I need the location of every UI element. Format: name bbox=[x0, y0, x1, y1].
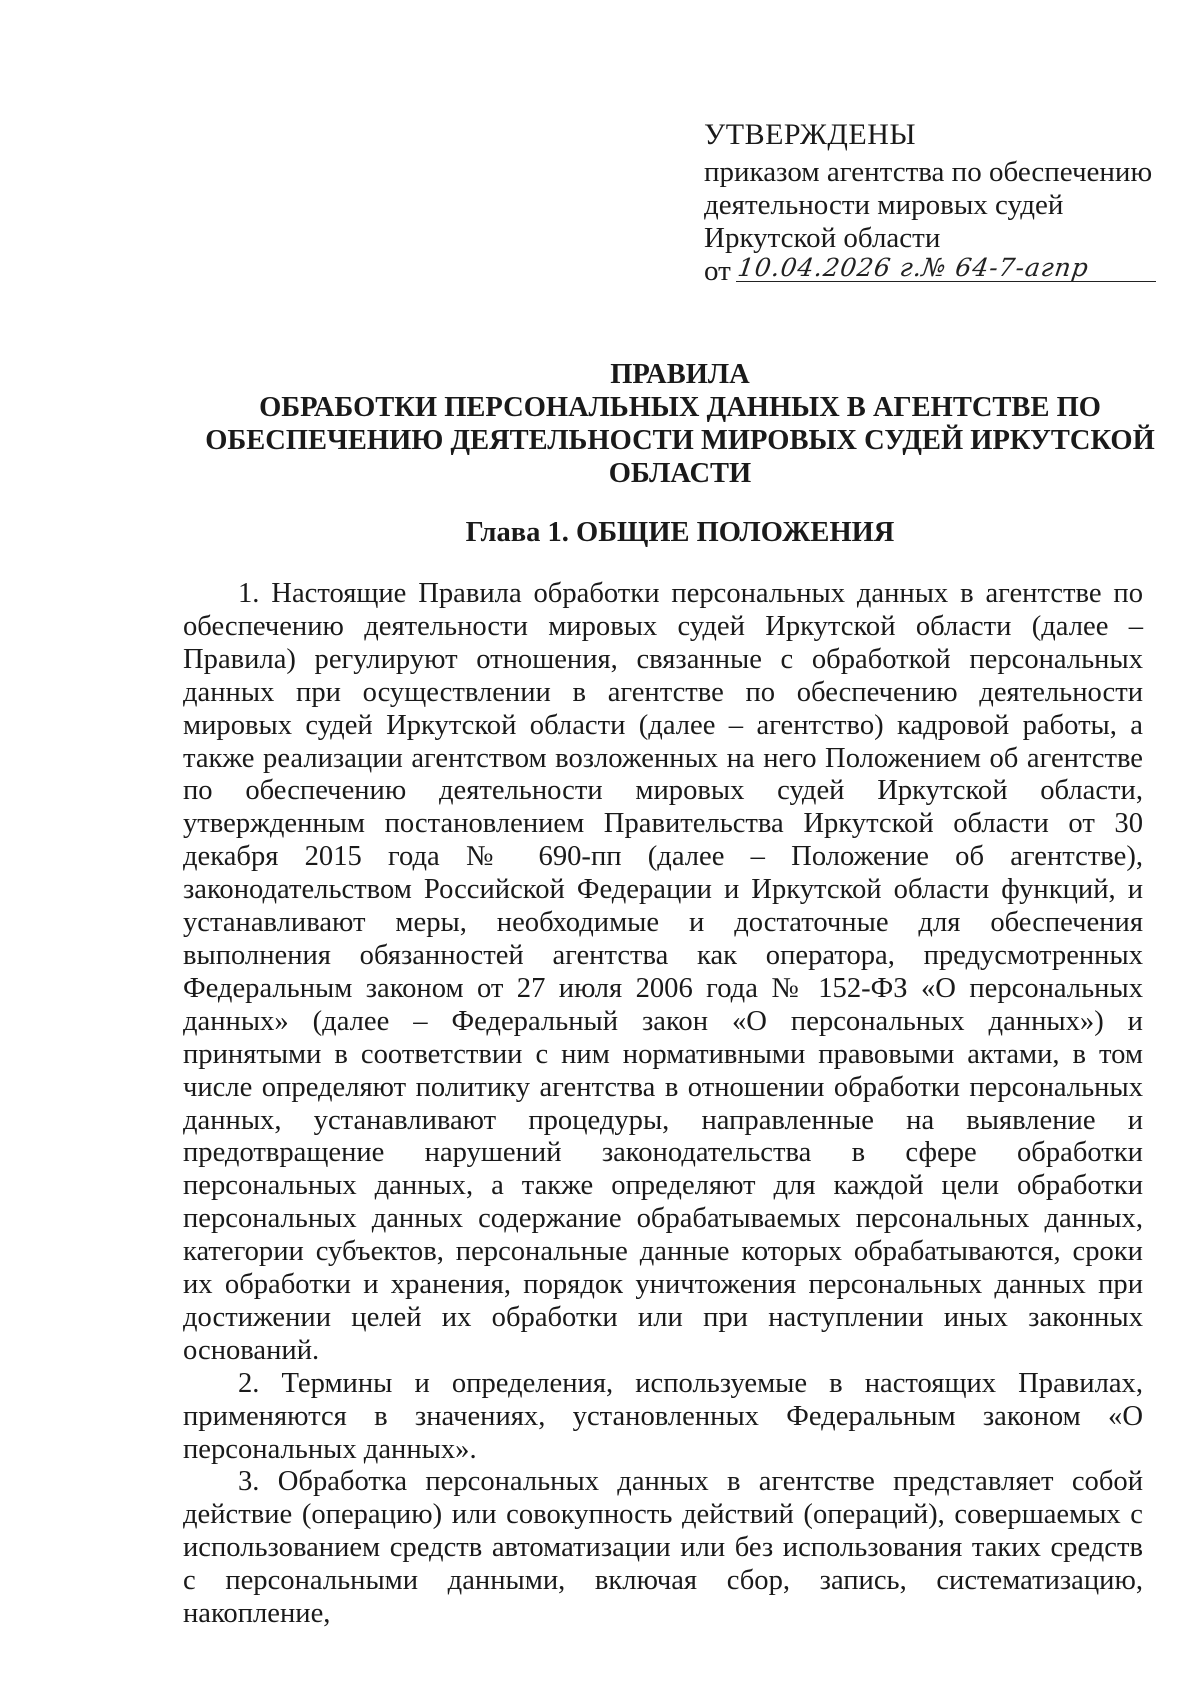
approval-line-1: приказом агентства по обеспечению bbox=[704, 156, 1153, 188]
approval-date-prefix: от bbox=[704, 255, 731, 287]
paragraph-1: 1. Настоящие Правила обработки персональных данных в агентстве по обеспечению деятельности мировых судей Иркутской области (далее – Правила) регулируют отношения, связанные с обработкой персональных данных при осуществлении в агентстве по обеспечению деятельности мировых судей Иркутской области (далее – агентство) кадровой работы, а также реализации агентством возложенных на него Положением об агентстве по обеспечению деятельности мировых судей Иркутской области, утвержденным постановлением Правительства Иркутской области от 30 декабря 2015 года № 690-пп (далее – Положение об агентстве), законодательством Российской Федерации и Иркутской области функций, и устанавливают меры, необходимые и достаточные для обеспечения выполнения обязанностей агентства как оператора, предусмотренных Федеральным законом от 27 июля 2006 года № 152-ФЗ «О персональных данных» (далее – Федеральный закон «О персональных данных») и принятыми в соответствии с ним нормативными правовыми актами, в том числе определяют политику агентства в отношении обработки персональных данных, устанавливают процедуры, направленные на выявление и предотвращение нарушений законодательства в сфере обработки персональных данных, а также определяют для каждой цели обработки персональных данных содержание обрабатываемых персональных данных, категории субъектов, персональные данные которых обрабатываются, сроки их обработки и хранения, порядок уничтожения персональных данных при достижении целей их обработки или при наступлении иных законных оснований. bbox=[183, 578, 1143, 1366]
approval-stamp-block bbox=[704, 118, 1174, 289]
document-title bbox=[150, 358, 1200, 490]
paragraph-2: 2. Термины и определения, используемые в настоящих Правилах, применяются в значениях, установленных Федеральным законом «О персональных данных». bbox=[183, 1367, 1143, 1465]
chapter-heading: Глава 1. ОБЩИЕ ПОЛОЖЕНИЯ bbox=[465, 517, 895, 548]
paragraph-3: 3. Обработка персональных данных в агентстве представляет собой действие (операцию) или совокупность действий (операций), совершаемых с использованием средств автоматизации или без использования таких средств с персональными данными, включая сбор, запись, систематизацию, накопление, bbox=[183, 1466, 1143, 1630]
title-line-4: ОБЛАСТИ bbox=[608, 458, 752, 489]
approval-line-3: Иркутской области bbox=[704, 222, 941, 254]
title-line-2: ОБРАБОТКИ ПЕРСОНАЛЬНЫХ ДАННЫХ В АГЕНТСТВЕ ПО bbox=[259, 392, 1101, 423]
title-line-1: ПРАВИЛА bbox=[610, 359, 750, 390]
approval-order-line bbox=[704, 255, 1174, 289]
approval-heading: УТВЕРЖДЕНЫ bbox=[704, 118, 917, 151]
title-line-3: ОБЕСПЕЧЕНИЮ ДЕЯТЕЛЬНОСТИ МИРОВЫХ СУДЕЙ ИРКУТСКОЙ bbox=[205, 425, 1155, 456]
document-body bbox=[183, 578, 1143, 1631]
approval-line-2: деятельности мировых судей bbox=[704, 189, 1064, 221]
handwritten-order-number: № 64-7-агпр bbox=[919, 253, 1091, 282]
handwritten-date: 10.04.2026 г. bbox=[735, 253, 925, 282]
